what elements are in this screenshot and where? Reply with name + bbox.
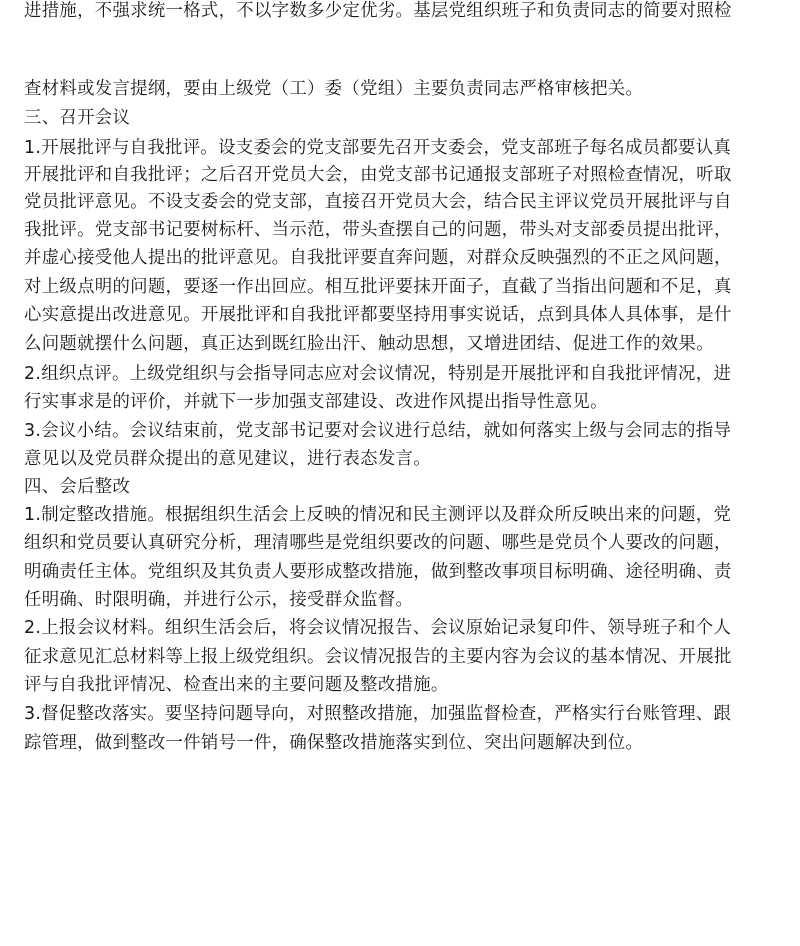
- paragraph-line: 意见以及党员群众提出的意见建议，进行表态发言。: [24, 449, 431, 469]
- paragraph-line: 2.组织点评。上级党组织与会指导同志应对会议情况，特别是开展批评和自我批评情况，进: [24, 364, 732, 384]
- paragraph-line: 评与自我批评情况、检查出来的主要问题及整改措施。: [24, 675, 449, 695]
- paragraph-line: 进措施，不强求统一格式，不以字数多少定优劣。基层党组织班子和负责同志的简要对照检: [24, 1, 732, 21]
- paragraph-line: 行实事求是的评价，并就下一步加强支部建设、改进作风提出指导性意见。: [24, 392, 608, 412]
- paragraph-line: 开展批评和自我批评；之后召开党员大会，由党支部书记通报支部班子对照检查情况，听取: [24, 165, 732, 185]
- paragraph-line: 对上级点明的问题，要逐一作出回应。相互批评要抹开面子，直截了当指出问题和不足，真: [24, 277, 732, 297]
- paragraph-line: 任明确、时限明确，并进行公示，接受群众监督。: [24, 590, 414, 610]
- paragraph-line: 踪管理，做到整改一件销号一件，确保整改措施落实到位、突出问题解决到位。: [24, 733, 644, 753]
- paragraph-line: 1.制定整改措施。根据组织生活会上反映的情况和民主测评以及群众所反映出来的问题，党: [24, 505, 732, 525]
- paragraph-line: 1.开展批评与自我批评。设支委会的党支部要先召开支委会，党支部班子每名成员都要认真: [24, 138, 732, 158]
- paragraph-line: 3.督促整改落实。要坚持问题导向，对照整改措施，加强监督检查，严格实行台账管理、跟: [24, 704, 732, 724]
- paragraph-line: 2.上报会议材料。组织生活会后，将会议情况报告、会议原始记录复印件、领导班子和个人: [24, 618, 732, 638]
- paragraph-line: 我批评。党支部书记要树标杆、当示范，带头查摆自己的问题，带头对支部委员提出批评，: [24, 220, 732, 240]
- paragraph-line: 3.会议小结。会议结束前，党支部书记要对会议进行总结，就如何落实上级与会同志的指导: [24, 421, 732, 441]
- paragraph-line: 查材料或发言提纲，要由上级党（工）委（党组）主要负责同志严格审核把关。: [24, 79, 644, 99]
- paragraph-line: 么问题就摆什么问题，真正达到既红脸出汗、触动思想，又增进团结、促进工作的效果。: [24, 334, 714, 354]
- section-heading-rectification: 四、会后整改: [24, 477, 131, 497]
- paragraph-line: 明确责任主体。党组织及其负责人要形成整改措施，做到整改事项目标明确、途径明确、责: [24, 562, 732, 582]
- paragraph-line: 党员批评意见。不设支委会的党支部，直接召开党员大会，结合民主评议党员开展批评与自: [24, 192, 732, 212]
- paragraph-line: 征求意见汇总材料等上报上级党组织。会议情况报告的主要内容为会议的基本情况、开展批: [24, 647, 732, 667]
- paragraph-line: 组织和党员要认真研究分析，理清哪些是党组织要改的问题、哪些是党员个人要改的问题，: [24, 533, 732, 553]
- section-heading-meeting: 三、召开会议: [24, 108, 131, 128]
- paragraph-line: 并虚心接受他人提出的批评意见。自我批评要直奔问题，对群众反映强烈的不正之风问题，: [24, 248, 732, 268]
- paragraph-line: 心实意提出改进意见。开展批评和自我批评都要坚持用事实说话，点到具体人具体事，是什: [24, 305, 732, 325]
